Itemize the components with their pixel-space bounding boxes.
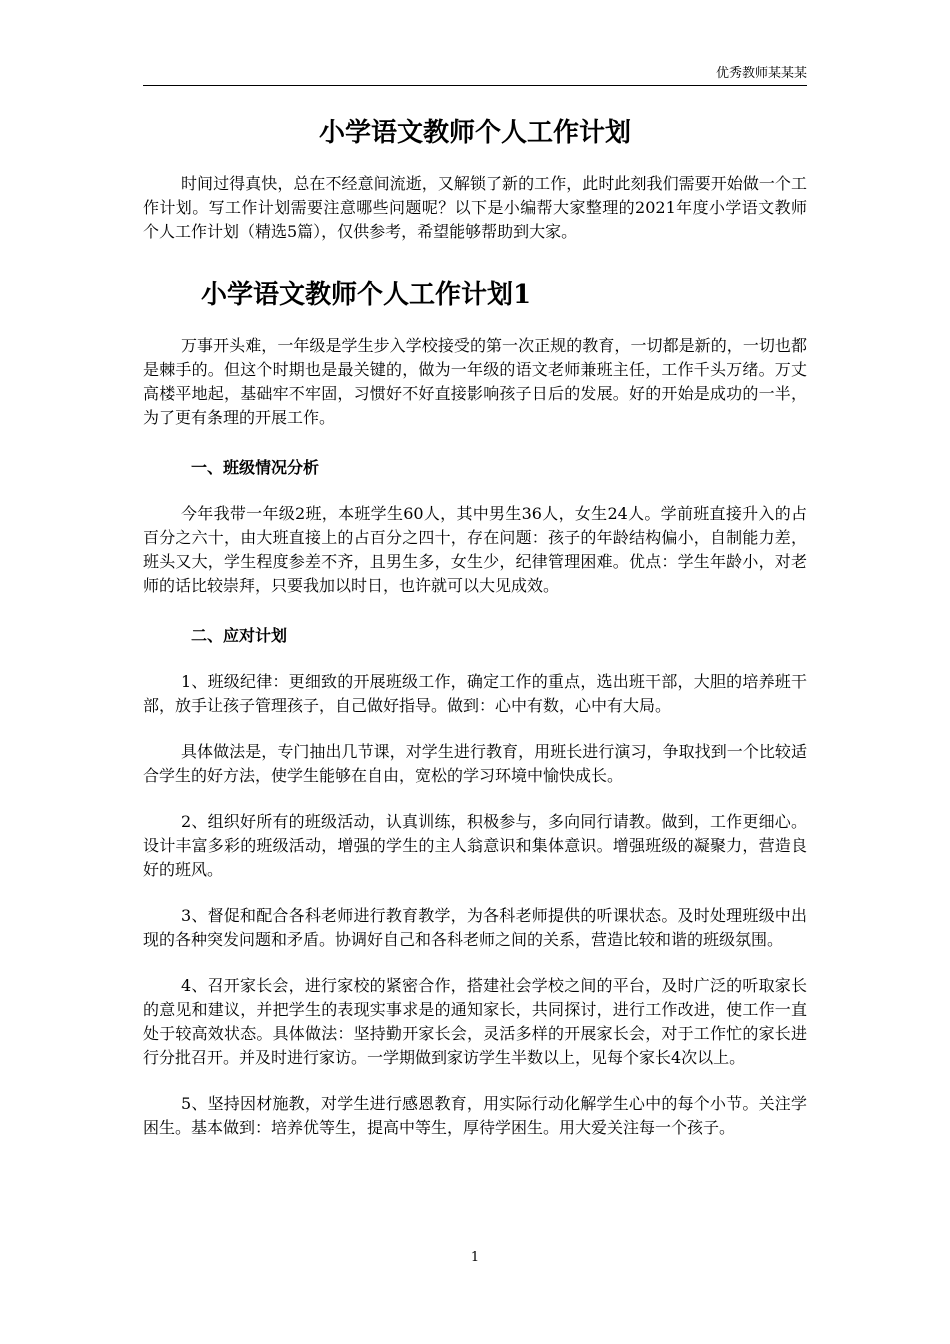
section-title: 小学语文教师个人工作计划1 xyxy=(201,280,532,310)
plan-item-paragraph: 5、坚持因材施教，对学生进行感恩教育，用实际行动化解学生心中的每个小节。关注学困生。基本做到：培养优等生，提高中等生，厚待学困生。用大爱关注每一个孩子。 xyxy=(143,1094,807,1137)
section-opening-paragraph: 万事开头难，一年级是学生步入学校接受的第一次正规的教育，一切都是新的，一切也都是棘手的。但这个时期也是最关键的，做为一年级的语文老师兼班主任，工作千头万绪。万丈高楼平地起，基础牢不牢固，习惯好不好直接影响孩子日后的发展。好的开始是成功的一半，为了更有条理的开展工作。 xyxy=(143,336,807,427)
class-analysis-paragraph: 今年我带一年级2班，本班学生60人，其中男生36人，女生24人。学前班直接升入的占百分之六十，由大班直接上的占百分之四十，存在问题：孩子的年龄结构偏小，自制能力差，班头又大，学生程度参差不齐，且男生多，女生少，纪律管理困难。优点：学生年龄小，对老师的话比较崇拜，只要我加以时日，也许就可以大见成效。 xyxy=(143,504,807,595)
header-rule xyxy=(143,85,807,86)
subheading-response-plan: 二、应对计划 xyxy=(191,626,288,645)
plan-item-paragraph: 具体做法是，专门抽出几节课，对学生进行教育，用班长进行演习，争取找到一个比较适合学生的好方法，使学生能够在自由，宽松的学习环境中愉快成长。 xyxy=(143,742,807,785)
subheading-class-analysis: 一、班级情况分析 xyxy=(191,458,320,477)
intro-paragraph: 时间过得真快，总在不经意间流逝，又解锁了新的工作，此时此刻我们需要开始做一个工作计划。写工作计划需要注意哪些问题呢？以下是小编帮大家整理的2021年度小学语文教师个人工作计划（精选5篇），仅供参考，希望能够帮助到大家。 xyxy=(143,174,807,241)
document-body xyxy=(143,106,807,1156)
plan-item-paragraph: 2、组织好所有的班级活动，认真训练，积极参与，多向同行请教。做到，工作更细心。设计丰富多彩的班级活动，增强的学生的主人翁意识和集体意识。增强班级的凝聚力，营造良好的班风。 xyxy=(143,812,807,879)
plan-item-paragraph: 1、班级纪律：更细致的开展班级工作，确定工作的重点，选出班干部，大胆的培养班干部，放手让孩子管理孩子，自己做好指导。做到：心中有数，心中有大局。 xyxy=(143,672,807,715)
plan-item-paragraph: 3、督促和配合各科老师进行教育教学，为各科老师提供的听课状态。及时处理班级中出现的各种突发问题和矛盾。协调好自己和各科老师之间的关系，营造比较和谐的班级氛围。 xyxy=(143,906,807,949)
page-number: 1 xyxy=(470,1250,480,1265)
document-title: 小学语文教师个人工作计划 xyxy=(318,118,631,148)
plan-item-paragraph: 4、召开家长会，进行家校的紧密合作，搭建社会学校之间的平台，及时广泛的听取家长的意见和建议，并把学生的表现实事求是的通知家长，共同探讨，进行工作改进，使工作一直处于较高效状态。具体做法：坚持勤开家长会，灵活多样的开展家长会，对于工作忙的家长进行分批召开。并及时进行家访。一学期做到家访学生半数以上，见每个家长4次以上。 xyxy=(143,976,807,1067)
header-author: 优秀教师某某某 xyxy=(715,66,807,81)
